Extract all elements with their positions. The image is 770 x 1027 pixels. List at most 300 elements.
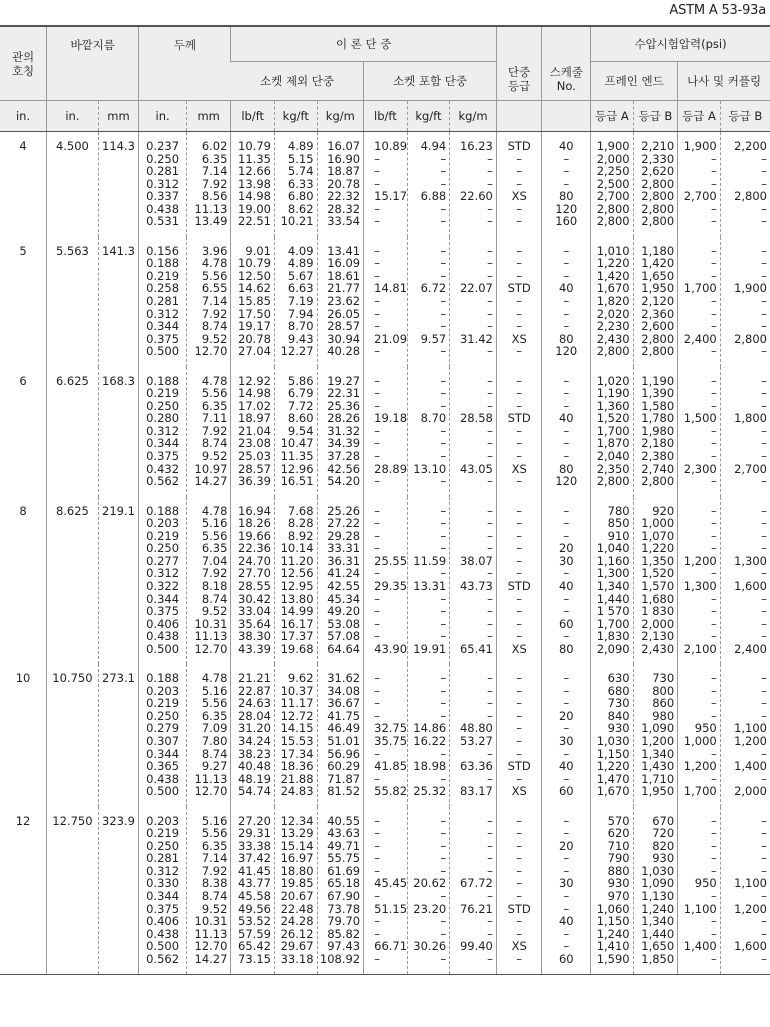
table-cell-value: 20 <box>558 838 574 853</box>
table-cell-value: 51.01 <box>327 733 361 748</box>
table-cell-value: 2,800 <box>734 189 767 204</box>
table-cell-value: 5.56 <box>201 826 228 841</box>
table-cell-value: 2,800 <box>641 331 675 346</box>
table-cell-value: STD <box>507 281 531 296</box>
table-cell-value: 12.72 <box>280 708 314 723</box>
table-cell-value: – <box>563 176 570 191</box>
table-cell-value: 83.17 <box>459 784 493 799</box>
table-cell-value: – <box>374 566 380 581</box>
table-cell-value: 12.70 <box>194 344 228 359</box>
pressure-threaded-header: 나사 및 커플링 <box>678 62 770 101</box>
table-cell-value: – <box>487 503 493 518</box>
table-cell-value: 7.14 <box>201 294 228 309</box>
table-cell-value: – <box>516 733 523 748</box>
od-in-cell: 10.750 <box>47 664 99 806</box>
table-cell-value: 2,430 <box>641 641 675 656</box>
table-cell-value: – <box>374 683 380 698</box>
unit-cell: lb/ft <box>364 101 408 132</box>
table-cell-value: – <box>440 851 447 866</box>
table-cell-value: – <box>374 708 380 723</box>
table-cell-value: 7.19 <box>287 294 314 309</box>
table-cell-value: – <box>440 813 447 828</box>
od-mm-cell: 323.9 <box>98 807 139 975</box>
table-cell-value: – <box>563 813 570 828</box>
table-cell-value: – <box>516 474 523 489</box>
table-cell-value: 9.54 <box>287 423 314 438</box>
table-cell-value: – <box>710 683 717 698</box>
table-cell-value: 23.08 <box>238 436 271 451</box>
table-cell-value: 53.08 <box>327 616 361 631</box>
table-cell-value: 4.89 <box>287 139 314 153</box>
table-cell-value: – <box>516 696 523 711</box>
table-cell-value: – <box>710 629 717 644</box>
table-cell-value: 2,100 <box>683 641 717 656</box>
table-row-group <box>0 132 770 237</box>
table-cell-value: – <box>710 214 717 229</box>
table-cell-value: – <box>440 616 447 631</box>
table-cell-value: – <box>440 746 447 761</box>
table-cell-value: 2,700 <box>596 189 630 204</box>
weight-class-cell <box>496 664 542 806</box>
table-cell-value: 41.85 <box>374 759 408 774</box>
table-cell-value: – <box>710 838 717 853</box>
table-cell-value: 7.92 <box>201 306 228 321</box>
unit-row <box>0 101 770 132</box>
table-cell-value: 2,800 <box>641 344 675 359</box>
socket-kgft-cell <box>407 807 450 975</box>
table-cell-value: – <box>761 604 767 619</box>
table-cell-value: – <box>516 604 523 619</box>
table-cell-value: 71.87 <box>327 771 361 786</box>
table-cell-value: 1,570 <box>641 578 675 593</box>
table-cell-value: 0.258 <box>146 281 180 296</box>
table-cell-value: – <box>440 243 447 258</box>
table-cell-value: 11.13 <box>194 926 228 941</box>
table-cell-value: 1,300 <box>596 566 630 581</box>
schedule-cell <box>542 664 591 806</box>
table-cell-value: – <box>761 243 767 258</box>
table-cell-value: 0.188 <box>146 671 180 686</box>
table-cell-value: – <box>516 306 523 321</box>
table-cell-value: 0.281 <box>146 294 180 309</box>
table-cell-value: – <box>440 671 447 686</box>
od-header: 바깥지름 <box>47 26 139 101</box>
table-cell-value: – <box>516 746 523 761</box>
table-cell-value: 1,220 <box>596 256 630 271</box>
table-cell-value: 20 <box>558 708 574 723</box>
unit-cell: kg/ft <box>407 101 450 132</box>
threaded-grade-b-cell <box>720 664 770 806</box>
schedule-header: 스케줄 No. <box>542 26 591 101</box>
table-cell-value: 24.83 <box>280 784 314 799</box>
table-cell-value: – <box>563 503 570 518</box>
table-cell-value: 930 <box>607 721 630 736</box>
table-cell-value: 9.52 <box>201 331 228 346</box>
table-cell-value: 21.09 <box>374 331 408 346</box>
table-cell-value: – <box>761 541 767 556</box>
nps-cell: 4 <box>19 139 27 153</box>
plain-kgm-cell <box>317 367 364 497</box>
table-cell-value: STD <box>507 578 531 593</box>
table-cell-value: 60 <box>558 784 574 799</box>
table-cell-value: – <box>487 591 493 606</box>
table-cell-value: 570 <box>607 813 630 828</box>
thickness-in-cell <box>139 807 187 975</box>
table-cell-value: 80 <box>558 461 574 476</box>
table-cell-value: – <box>516 243 523 258</box>
table-cell-value: 40 <box>558 759 574 774</box>
table-cell-value: – <box>440 863 447 878</box>
table-cell-value: 22.31 <box>327 386 361 401</box>
table-cell-value: 2,400 <box>734 641 767 656</box>
table-cell-value: 4.09 <box>287 243 314 258</box>
socket-lbft-cell <box>364 367 408 497</box>
table-cell-value: – <box>487 294 493 309</box>
table-cell-value: 10.21 <box>280 214 314 229</box>
table-cell-value: – <box>374 696 380 711</box>
table-cell-value: – <box>374 436 380 451</box>
table-cell-value: 0.188 <box>146 503 180 518</box>
table-cell-value: 10.79 <box>238 139 271 153</box>
table-cell-value: – <box>516 863 523 878</box>
table-cell-value: 2,800 <box>596 474 630 489</box>
table-cell-value: 6.35 <box>201 838 228 853</box>
table-cell-value: 0.406 <box>146 914 180 929</box>
table-cell-value: 2,500 <box>596 176 630 191</box>
table-cell-value: 33.31 <box>327 541 361 556</box>
table-cell-value: – <box>440 771 447 786</box>
table-cell-value: 28.58 <box>459 411 493 426</box>
table-cell-value: 41.45 <box>238 863 271 878</box>
table-cell-value: 28.89 <box>374 461 408 476</box>
table-cell-value: – <box>487 826 493 841</box>
table-cell-value: 2,800 <box>641 189 675 204</box>
table-cell-value: 36.31 <box>327 553 361 568</box>
table-cell-value: 950 <box>694 876 717 891</box>
table-cell-value: 14.98 <box>238 386 271 401</box>
table-cell-value: – <box>563 901 570 916</box>
table-cell-value: – <box>563 591 570 606</box>
table-cell-value: – <box>374 771 380 786</box>
table-cell-value: 1,100 <box>734 721 767 736</box>
table-cell-value: – <box>374 863 380 878</box>
table-cell-value: 7.04 <box>201 553 228 568</box>
table-cell-value: – <box>374 386 380 401</box>
socket-kgm-cell <box>450 497 497 665</box>
table-cell-value: 0.280 <box>146 411 180 426</box>
table-cell-value: 14.27 <box>194 951 228 966</box>
table-cell-value: – <box>487 566 493 581</box>
table-cell-value: 1,900 <box>734 281 767 296</box>
table-cell-value: 4.78 <box>201 671 228 686</box>
table-cell-value: 1,820 <box>596 294 630 309</box>
table-cell-value: – <box>440 373 447 388</box>
table-cell-value: 1,700 <box>683 784 717 799</box>
table-cell-value: 18.97 <box>238 411 271 426</box>
table-cell-value: 16.23 <box>459 139 493 153</box>
table-cell-value: 41.75 <box>327 708 361 723</box>
nps-cell: 12 <box>0 807 47 975</box>
table-cell-value: – <box>374 826 380 841</box>
table-cell-value: 1,700 <box>596 423 630 438</box>
table-cell-value: 2,350 <box>596 461 630 476</box>
table-cell-value: 780 <box>607 503 630 518</box>
table-cell-value: – <box>440 591 447 606</box>
table-cell-value: – <box>516 449 523 464</box>
thickness-mm-cell <box>186 367 231 497</box>
table-cell-value: – <box>516 813 523 828</box>
table-cell-value: 40 <box>558 281 574 296</box>
table-cell-value: 1,700 <box>596 616 630 631</box>
table-cell-value: 0.250 <box>146 398 180 413</box>
table-cell-value: – <box>516 373 523 388</box>
table-cell-value: 13.98 <box>238 176 271 191</box>
table-cell-value: 48.80 <box>459 721 493 736</box>
socket-lbft-cell <box>364 807 408 975</box>
table-cell-value: – <box>516 176 523 191</box>
table-cell-value: 12.50 <box>238 268 271 283</box>
table-cell-value: – <box>710 268 717 283</box>
thickness-mm-cell <box>186 237 231 367</box>
table-cell-value: – <box>563 306 570 321</box>
table-cell-value: 0.250 <box>146 151 180 166</box>
nps-header: 관의 호칭 <box>0 26 47 101</box>
table-cell-value: 60 <box>558 951 574 966</box>
table-cell-value: – <box>440 214 447 229</box>
table-cell-value: – <box>710 604 717 619</box>
table-cell-value: – <box>761 503 767 518</box>
table-cell-value: 35.75 <box>374 733 408 748</box>
table-cell-value: – <box>761 888 767 903</box>
table-cell-value: 9.52 <box>201 901 228 916</box>
table-cell-value: 48.19 <box>238 771 271 786</box>
table-cell-value: – <box>516 319 523 334</box>
table-cell-value: – <box>761 566 767 581</box>
table-cell-value: – <box>487 214 493 229</box>
table-cell-value: 0.277 <box>146 553 180 568</box>
table-cell-value: – <box>761 516 767 531</box>
table-cell-value: – <box>487 344 493 359</box>
table-cell-value: 12.70 <box>194 641 228 656</box>
table-cell-value: – <box>761 398 767 413</box>
table-cell-value: XS <box>511 641 527 656</box>
od-mm-cell: 141.3 <box>98 237 139 367</box>
table-cell-value: 2,380 <box>641 449 675 464</box>
socket-lbft-cell <box>364 132 408 237</box>
table-cell-value: 7.11 <box>201 411 228 426</box>
socket-kgft-cell <box>407 367 450 497</box>
table-cell-value: 0.432 <box>146 461 180 476</box>
table-cell-value: – <box>440 629 447 644</box>
table-cell-value: – <box>374 528 380 543</box>
table-cell-value: STD <box>507 411 531 426</box>
table-cell-value: – <box>374 591 380 606</box>
table-cell-value: – <box>487 863 493 878</box>
table-cell-value: – <box>487 164 493 179</box>
table-cell-value: – <box>563 851 570 866</box>
table-cell-value: 950 <box>694 721 717 736</box>
table-cell-value: 2,250 <box>596 164 630 179</box>
table-cell-value: – <box>710 566 717 581</box>
plain-kgft-cell <box>274 237 317 367</box>
table-cell-value: – <box>374 951 380 966</box>
table-cell-value: 28.26 <box>327 411 361 426</box>
thickness-mm-cell <box>186 497 231 665</box>
table-cell-value: 2,600 <box>641 319 675 334</box>
table-cell-value: 0.250 <box>146 708 180 723</box>
table-cell-value: – <box>516 629 523 644</box>
table-cell-value: 2,360 <box>641 306 675 321</box>
table-cell-value: – <box>563 398 570 413</box>
table-cell-value: – <box>563 939 570 954</box>
table-cell-value: 790 <box>607 851 630 866</box>
table-cell-value: 730 <box>652 671 675 686</box>
table-cell-value: – <box>374 813 380 828</box>
table-cell-value: 42.55 <box>327 578 361 593</box>
table-row-group <box>0 497 770 665</box>
table-cell-value: 800 <box>652 683 675 698</box>
table-cell-value: 45.58 <box>238 888 271 903</box>
table-cell-value: 8.70 <box>287 319 314 334</box>
table-cell-value: – <box>761 629 767 644</box>
table-cell-value: 28.57 <box>238 461 271 476</box>
table-cell-value: – <box>563 516 570 531</box>
table-cell-value: – <box>563 671 570 686</box>
table-cell-value: 6.35 <box>201 151 228 166</box>
threaded-grade-b-cell <box>720 237 770 367</box>
table-cell-value: 49.71 <box>327 838 361 853</box>
table-cell-value: 0.500 <box>146 641 180 656</box>
socket-kgm-cell <box>450 367 497 497</box>
table-cell-value: 1,200 <box>734 733 767 748</box>
table-cell-value: 2,800 <box>596 214 630 229</box>
table-cell-value: 29.31 <box>238 826 271 841</box>
table-cell-value: – <box>374 746 380 761</box>
table-cell-value: 13.49 <box>194 214 228 229</box>
unit-cell: kg/m <box>317 101 364 132</box>
plain-kgft-cell <box>274 132 317 237</box>
table-cell-value: 43.77 <box>238 876 271 891</box>
table-cell-value: – <box>487 373 493 388</box>
table-cell-value: 1,440 <box>596 591 630 606</box>
table-cell-value: 20.78 <box>327 176 361 191</box>
table-cell-value: 45.45 <box>374 876 408 891</box>
table-cell-value: 6.35 <box>201 541 228 556</box>
table-cell-value: – <box>440 528 447 543</box>
table-cell-value: 31.42 <box>459 331 493 346</box>
nps-cell: 5 <box>19 243 27 258</box>
table-cell-value: 1,670 <box>596 784 630 799</box>
table-cell-value: 120 <box>555 201 578 216</box>
table-cell-value: – <box>440 541 447 556</box>
table-cell-value: – <box>374 256 380 271</box>
table-cell-value: 19.27 <box>327 373 361 388</box>
table-cell-value: 67.72 <box>459 876 493 891</box>
table-cell-value: 30.42 <box>238 591 271 606</box>
table-cell-value: 12.70 <box>194 784 228 799</box>
table-cell-value: – <box>761 926 767 941</box>
table-cell-value: 1,410 <box>596 939 630 954</box>
table-cell-value: 33.04 <box>238 604 271 619</box>
table-cell-value: – <box>563 771 570 786</box>
table-cell-value: 51.15 <box>374 901 408 916</box>
table-cell-value: 0.312 <box>146 863 180 878</box>
table-cell-value: 0.203 <box>146 683 180 698</box>
table-cell-value: – <box>374 629 380 644</box>
table-cell-value: – <box>440 708 447 723</box>
table-cell-value: – <box>710 344 717 359</box>
table-cell-value: 0.438 <box>146 926 180 941</box>
table-cell-value: – <box>487 888 493 903</box>
table-cell-value: 55.75 <box>327 851 361 866</box>
table-cell-value: 14.15 <box>280 721 314 736</box>
table-cell-value: – <box>516 708 523 723</box>
table-cell-value: – <box>374 423 380 438</box>
table-cell-value: – <box>761 616 767 631</box>
table-cell-value: – <box>516 151 523 166</box>
table-cell-value: – <box>440 474 447 489</box>
table-cell-value: 54.74 <box>238 784 271 799</box>
unit-cell: in. <box>139 101 187 132</box>
table-cell-value: 13.31 <box>413 578 447 593</box>
table-cell-value: 40 <box>558 411 574 426</box>
table-cell-value: – <box>374 541 380 556</box>
schedule-cell <box>542 497 591 665</box>
table-cell-value: 0.500 <box>146 344 180 359</box>
table-cell-value: – <box>710 914 717 929</box>
table-cell-value: 1,020 <box>596 373 630 388</box>
table-cell-value: 19.18 <box>374 411 408 426</box>
table-cell-value: 19.85 <box>280 876 314 891</box>
table-cell-value: 0.438 <box>146 629 180 644</box>
table-cell-value: – <box>761 838 767 853</box>
table-cell-value: 21.04 <box>238 423 271 438</box>
table-cell-value: 1,100 <box>734 876 767 891</box>
nps-cell: 10 <box>15 671 31 686</box>
od-in-cell: 8.625 <box>47 497 99 665</box>
table-cell-value: – <box>516 683 523 698</box>
table-cell-value: 1,650 <box>641 268 675 283</box>
table-cell-value: 15.85 <box>238 294 271 309</box>
table-cell-value: 0.219 <box>146 386 180 401</box>
table-cell-value: 2,800 <box>641 214 675 229</box>
table-cell-value: – <box>487 268 493 283</box>
table-cell-value: 27.04 <box>238 344 271 359</box>
table-cell-value: – <box>563 604 570 619</box>
table-cell-value: 25.26 <box>327 503 361 518</box>
table-cell-value: – <box>710 541 717 556</box>
table-cell-value: 1,340 <box>596 578 630 593</box>
table-cell-value: 0.307 <box>146 733 180 748</box>
table-cell-value: – <box>440 951 447 966</box>
thickness-mm-cell <box>186 132 231 237</box>
table-cell-value: 43.05 <box>459 461 493 476</box>
table-cell-value: – <box>516 423 523 438</box>
table-cell-value: – <box>374 503 380 518</box>
table-cell-value: 11.13 <box>194 629 228 644</box>
table-cell-value: – <box>487 398 493 413</box>
table-cell-value: 28.32 <box>327 201 361 216</box>
table-cell-value: – <box>487 683 493 698</box>
table-cell-value: 12.95 <box>280 578 314 593</box>
table-cell-value: 33.18 <box>280 951 314 966</box>
table-cell-value: 57.59 <box>238 926 271 941</box>
weight-class-header: 단중 등급 <box>496 26 542 101</box>
table-cell-value: 18.87 <box>327 164 361 179</box>
table-cell-value: 1,850 <box>641 951 675 966</box>
table-cell-value: – <box>440 398 447 413</box>
table-cell-value: 30.94 <box>327 331 361 346</box>
